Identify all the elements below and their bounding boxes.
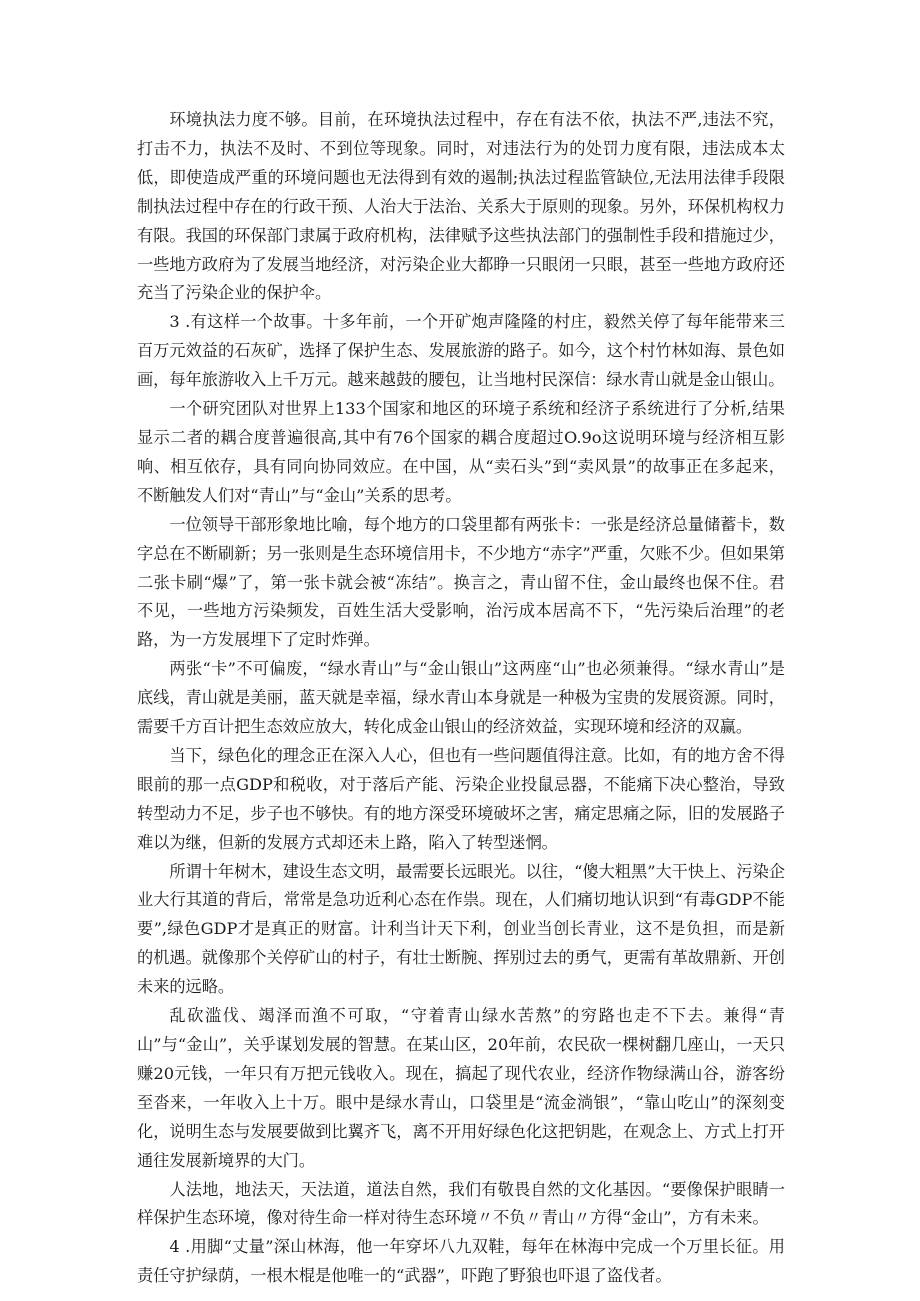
document-page bbox=[137, 106, 785, 1291]
paragraph-green-concept: 当下，绿色化的理念正在深入人心，但也有一些问题值得注意。比如，有的地方舍不得眼前的那一点GDP和税收，对于落后产能、污染企业投鼠忌器，不能痛下决心整治，导致转型动力不足，步子也不够快。有的地方深受环境破坏之害，痛定思痛之际，旧的发展路子难以为继，但新的发展方式却还未上路，陷入了转型迷惘。 bbox=[137, 745, 785, 852]
paragraph-two-cards: 一位领导干部形象地比喻，每个地方的口袋里都有两张卡：一张是经济总量储蓄卡，数字总在不断刷新；另一张则是生态环境信用卡，不少地方“赤字”严重，欠账不少。但如果第二张卡刷“爆”了，第一张卡就会被“冻结”。换言之，青山留不住，金山最终也保不住。君不见，一些地方污染频发，百姓生活大受影响，治污成本居高不下，“先污染后治理”的老路，为一方发展埋下了定时炸弹。 bbox=[137, 514, 785, 650]
paragraph-story-3: 3 .有这样一个故事。十多年前，一个开矿炮声隆隆的村庄，毅然关停了每年能带来三百万元效益的石灰矿，选择了保护生态、发展旅游的路子。如今，这个村竹林如海、景色如画，每年旅游收入上千万元。越来越鼓的腰包，让当地村民深信：绿水青山就是金山银山。 bbox=[137, 312, 785, 390]
paragraph-both-mountains: 两张“卡”不可偏废，“绿水青山”与“金山银山”这两座“山”也必须兼得。“绿水青山”是底线，青山就是美丽，蓝天就是幸福，绿水青山本身就是一种极为宝贵的发展资源。同时，需要千方百计把生态效应放大，转化成金山银山的经济效益，实现环境和经济的双赢。 bbox=[137, 659, 785, 737]
paragraph-enforcement: 环境执法力度不够。目前，在环境执法过程中，存在有法不依，执法不严,违法不究，打击不力，执法不及时、不到位等现象。同时，对违法行为的处罚力度有限，违法成本太低，即使造成严重的环境问题也无法得到有效的遏制;执法过程监管缺位,无法用法律手段限制执法过程中存在的行政干预、人治大于法治、关系大于原则的现象。另外，环保机构权力有限。我国的环保部门隶属于政府机构，法律赋予这些执法部门的强制性手段和措施过少，一些地方政府为了发展当地经济，对污染企业大都睁一只眼闭一只眼，甚至一些地方政府还充当了污染企业的保护伞。 bbox=[137, 110, 785, 303]
paragraph-story-4: 4 .用脚“丈量”深山林海，他一年穿坏八九双鞋，每年在林海中完成一个万里长征。用责任守护绿荫，一根木棍是他唯一的“武器”，吓跑了野狼也吓退了盗伐者。 bbox=[137, 1237, 785, 1286]
paragraph-nature-culture: 人法地，地法天，天法道，道法自然，我们有敬畏自然的文化基因。“要像保护眼睛一样保护生态环境，像对待生命一样对待生态环境〃不负〃青山〃方得“金山”，方有未来。 bbox=[137, 1179, 785, 1228]
paragraph-mountain-area: 乱砍滥伐、竭泽而渔不可取，“守着青山绿水苦熬”的穷路也走不下去。兼得“青山”与“金山”，关乎谋划发展的智慧。在某山区，20年前，农民砍一棵树翻几座山，一天只赚20元钱，一年只有万把元钱收入。现在，搞起了现代农业，经济作物绿满山谷，游客纷至沓来，一年收入上十万。眼中是绿水青山，口袋里是“流金淌银”，“靠山吃山”的深刻变化，说明生态与发展要做到比翼齐飞，离不开用好绿色化这把钥匙，在观念上、方式上打开通往发展新境界的大门。 bbox=[137, 1006, 785, 1170]
paragraph-long-vision: 所谓十年树木，建设生态文明，最需要长远眼光。以往，“傻大粗黑”大干快上、污染企业大行其道的背后，常常是急功近利心态在作祟。现在，人们痛切地认识到“有毒GDP不能要”,绿色GDP才是真正的财富。计利当计天下利，创业当创长青业，这不是负担，而是新的机遇。就像那个关停矿山的村子，有壮士断腕、挥别过去的勇气，更需有革故鼎新、开创未来的远略。 bbox=[137, 861, 785, 997]
paragraph-research-team: 一个研究团队对世界上133个国家和地区的环境子系统和经济子系统进行了分析,结果显示二者的耦合度普遍很高,其中有76个国家的耦合度超过O.9o这说明环境与经济相互影响、相互依存，具有同向协同效应。在中国，从“卖石头”到“卖风景”的故事正在多起来，不断触发人们对“青山”与“金山”关系的思考。 bbox=[137, 399, 785, 505]
